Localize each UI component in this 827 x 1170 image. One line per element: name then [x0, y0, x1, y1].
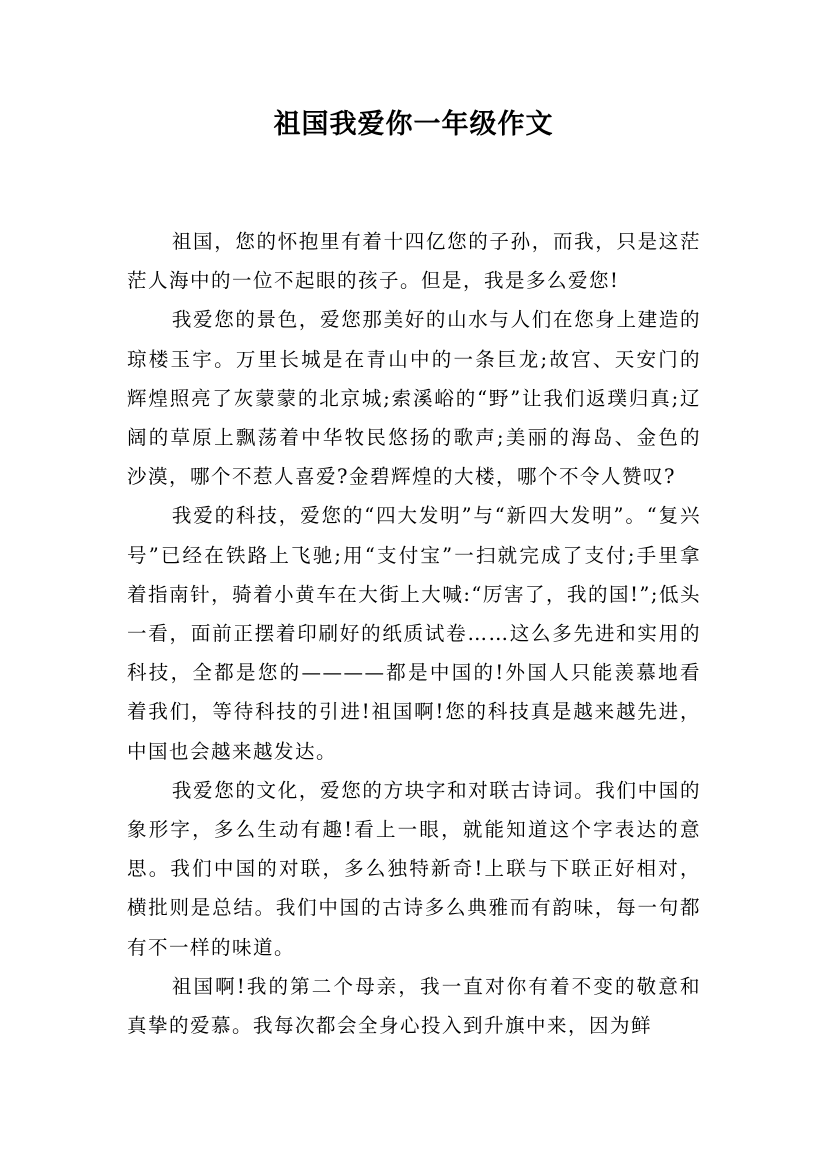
paragraph: 我爱您的景色，爱您那美好的山水与人们在您身上建造的琼楼玉宇。万里长城是在青山中的一条巨龙;故宫、天安门的辉煌照亮了灰蒙蒙的北京城;索溪峪的“野”让我们返璞归真;辽阔的草原上飘荡着中华牧民悠扬的歌声;美丽的海岛、金色的沙漠，哪个不惹人喜爱?金碧辉煌的大楼，哪个不令人赞叹? [127, 308, 701, 489]
document-body [127, 222, 701, 1045]
paragraph: 祖国啊!我的第二个母亲，我一直对你有着不变的敬意和真挚的爱慕。我每次都会全身心投入到升旗中来，因为鲜 [127, 974, 701, 1038]
paragraph: 祖国，您的怀抱里有着十四亿您的子孙，而我，只是这茫茫人海中的一位不起眼的孩子。但是，我是多么爱您! [127, 230, 701, 293]
paragraph: 我爱的科技，爱您的“四大发明”与“新四大发明”。“复兴号”已经在铁路上飞驰;用“支付宝”一扫就完成了支付;手里拿着指南针，骑着小黄车在大街上大喊:“厉害了，我的国!”;低头一看，面前正摆着印刷好的纸质试卷……这么多先进和实用的科技，全都是您的————都是中国的!外国人只能羡慕地看着我们，等待科技的引进!祖国啊!您的科技真是越来越先进，中国也会越来越发达。 [127, 504, 701, 763]
document-title: 祖国我爱你一年级作文 [273, 109, 554, 140]
paragraph: 我爱您的文化，爱您的方块字和对联古诗词。我们中国的象形字，多么生动有趣!看上一眼，就能知道这个字表达的意思。我们中国的对联，多么独特新奇!上联与下联正好相对，横批则是总结。我们中国的古诗多么典雅而有韵味，每一句都有不一样的味道。 [127, 778, 701, 959]
